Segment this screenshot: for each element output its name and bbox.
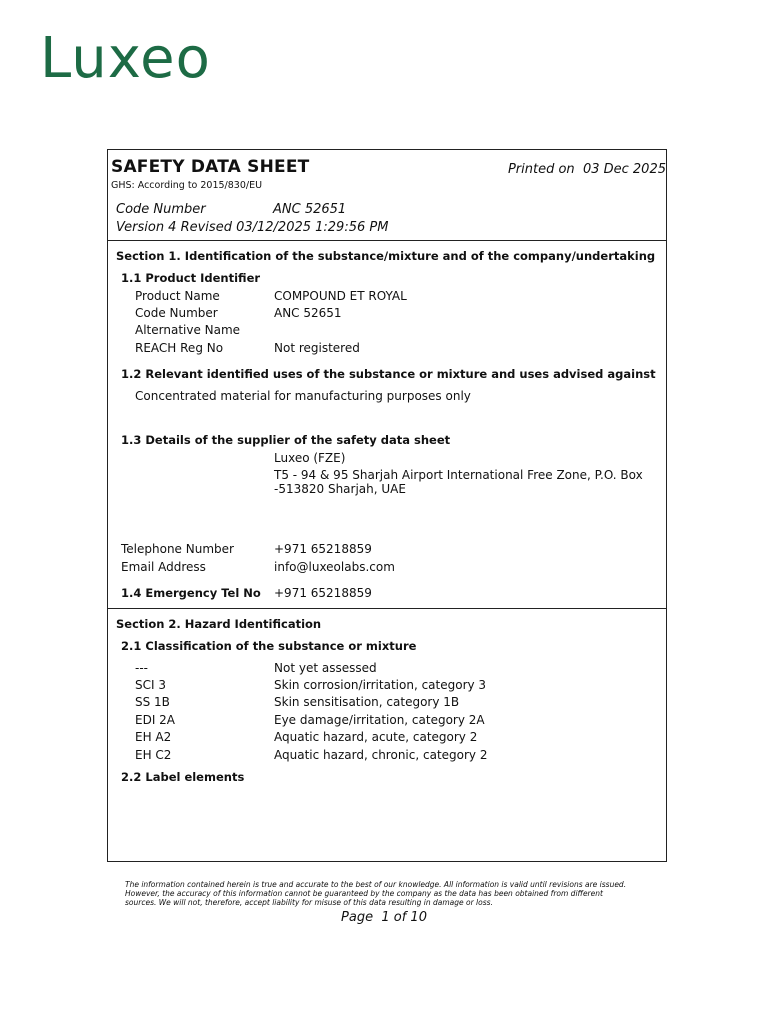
supplier-address-1: T5 - 94 & 95 Sharjah Airport International Free Zone, P.O. Box (274, 468, 643, 482)
document-title: SAFETY DATA SHEET (111, 157, 310, 177)
header-code-value: ANC 52651 (273, 202, 347, 217)
hazard-desc-4: Aquatic hazard, acute, category 2 (274, 730, 478, 744)
version-line: Version 4 Revised 03/12/2025 1:29:56 PM (116, 220, 389, 235)
page-number: Page 1 of 10 (341, 910, 427, 925)
email-label: Email Address (121, 560, 206, 574)
hazard-desc-0: Not yet assessed (274, 661, 377, 675)
supplier-address-2: -513820 Sharjah, UAE (274, 482, 406, 496)
code-number-value: ANC 52651 (274, 306, 342, 320)
s13-heading: 1.3 Details of the supplier of the safety data sheet (121, 433, 451, 447)
reach-value: Not registered (274, 341, 360, 355)
hazard-desc-5: Aquatic hazard, chronic, category 2 (274, 748, 488, 762)
s12-text: Concentrated material for manufacturing purposes only (135, 389, 471, 403)
hazard-desc-3: Eye damage/irritation, category 2A (274, 713, 485, 727)
s22-heading: 2.2 Label elements (121, 770, 245, 784)
s11-heading: 1.1 Product Identifier (121, 271, 261, 285)
hazard-code-1: SCI 3 (135, 678, 166, 692)
hazard-code-2: SS 1B (135, 695, 170, 709)
hazard-code-5: EH C2 (135, 748, 172, 762)
reach-label: REACH Reg No (135, 341, 224, 355)
section2-heading: Section 2. Hazard Identification (116, 617, 322, 631)
telephone-label: Telephone Number (121, 542, 234, 556)
emergency-tel-value: +971 65218859 (274, 586, 372, 600)
printed-date: Printed on 03 Dec 2025 (507, 162, 666, 177)
sds-frame (107, 149, 667, 862)
s14-heading: 1.4 Emergency Tel No (121, 586, 261, 600)
hazard-desc-1: Skin corrosion/irritation, category 3 (274, 678, 487, 692)
s12-heading: 1.2 Relevant identified uses of the substance or mixture and uses advised against (121, 367, 656, 381)
hazard-code-0: --- (135, 661, 148, 675)
section-divider (108, 608, 666, 609)
logo-text: Luxeo (40, 28, 211, 84)
header-code-label: Code Number (116, 202, 206, 217)
code-number-label: Code Number (135, 306, 218, 320)
sds-header (108, 150, 666, 241)
luxeo-logo (40, 28, 225, 84)
supplier-company: Luxeo (FZE) (274, 451, 346, 465)
email-value: info@luxeolabs.com (274, 560, 395, 574)
footer-disclaimer: The information contained herein is true and accurate to the best of our knowledge. All information is valid until revisions are issued. However, the accuracy of this information cannot be guaranteed by the company as the data has been obtained from different sources. We will not, therefore, accept liability for misuse of this data resulting in damage or loss. (125, 880, 627, 907)
hazard-desc-2: Skin sensitisation, category 1B (274, 695, 460, 709)
alt-name-label: Alternative Name (135, 323, 241, 337)
hazard-code-4: EH A2 (135, 730, 172, 744)
product-name-value: COMPOUND ET ROYAL (274, 289, 407, 303)
s21-heading: 2.1 Classification of the substance or mixture (121, 639, 417, 653)
hazard-code-3: EDI 2A (135, 713, 176, 727)
telephone-value: +971 65218859 (274, 542, 372, 556)
ghs-note: GHS: According to 2015/830/EU (111, 180, 263, 191)
product-name-label: Product Name (135, 289, 220, 303)
section1-heading: Section 1. Identification of the substance/mixture and of the company/undertaking (116, 249, 656, 263)
